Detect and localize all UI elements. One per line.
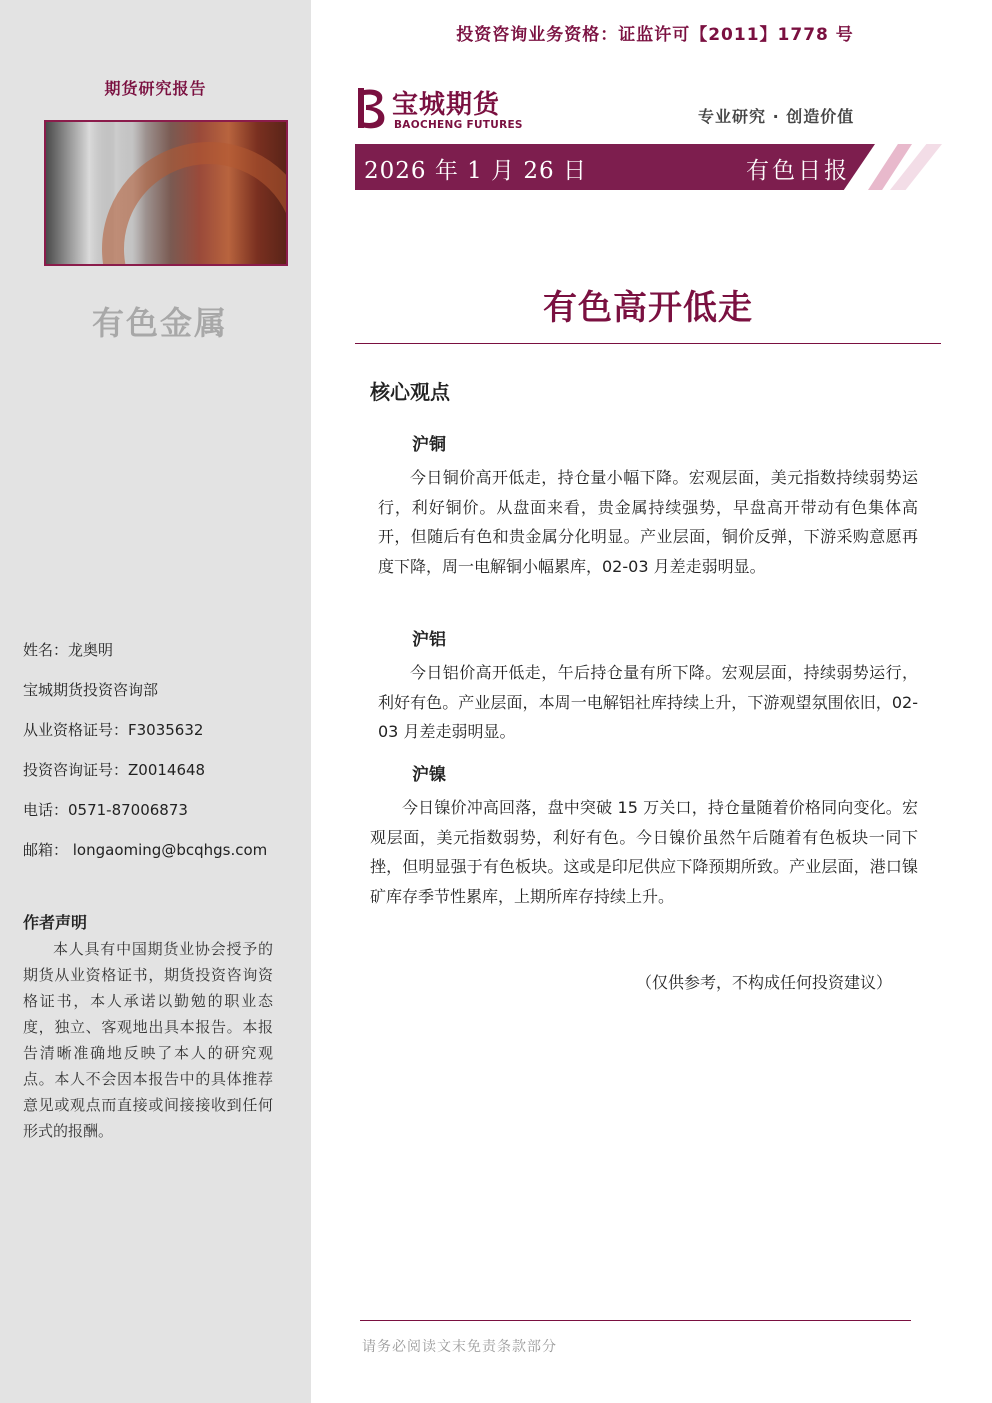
section-text-nickel: 今日镍价冲高回落，盘中突破 15 万关口，持仓量随着价格同向变化。宏观层面，美元指数弱势，利好有色。今日镍价虽然午后随着有色板块一同下挫，但明显强于有色板块。这或是印尼供应下降预期所致。产业层面，港口镍矿库存季节性累库，上期所库存持续上升。 (370, 798, 918, 906)
company-name-en: BAOCHENG FUTURES (394, 119, 523, 131)
report-kind: 有色日报 (746, 158, 850, 184)
analyst-info (23, 630, 267, 870)
company-slogan: 专业研究 · 创造价值 (698, 107, 855, 126)
page-title: 有色高开低走 (543, 288, 753, 328)
disclaimer: （仅供参考，不构成任何投资建议） (636, 973, 893, 992)
sidebar (0, 0, 311, 1403)
section-heading-nickel: 沪镍 (412, 765, 446, 785)
company-logo-icon (356, 86, 390, 130)
section-heading-aluminum: 沪铝 (412, 630, 446, 650)
core-view-heading: 核心观点 (370, 380, 450, 404)
sector-label: 有色金属 (91, 304, 228, 342)
footer-divider (360, 1320, 911, 1321)
section-text-copper: 今日铜价高开低走，持仓量小幅下降。宏观层面，美元指数持续弱势运行，利好铜价。从盘面来看，贵金属持续强势，早盘高开带动有色集体高开，但随后有色和贵金属分化明显。产业层面，铜价反弹，下游采购意愿再度下降，周一电解铜小幅累库，02-03 月差走弱明显。 (378, 468, 918, 576)
report-type-label: 期货研究报告 (104, 79, 207, 98)
analyst-department: 宝城期货投资咨询部 (23, 681, 159, 699)
analyst-email[interactable]: 邮箱： longaoming@bcqhgs.com (23, 841, 268, 859)
license-line: 投资咨询业务资格：证监许可【2011】1778 号 (456, 25, 854, 45)
report-date: 2026 年 1 月 26 日 (364, 158, 587, 184)
footer-notice: 请务必阅读文末免责条款部分 (362, 1339, 557, 1355)
declaration-title: 作者声明 (23, 913, 88, 932)
title-divider (355, 343, 941, 344)
analyst-phone: 电话：0571-87006873 (23, 801, 188, 819)
analyst-consulting-cert: 投资咨询证号：Z0014648 (23, 761, 206, 779)
analyst-qualification: 从业资格证号：F3035632 (23, 721, 204, 739)
declaration-text: 本人具有中国期货业协会授予的期货从业资格证书，期货投资咨询资格证书，本人承诺以勤勉的职业态度，独立、客观地出具本报告。本报告清晰准确地反映了本人的研究观点。本人不会因本报告中的具体推荐意见或观点而直接或间接接收到任何形式的报酬。 (23, 940, 273, 1140)
company-name-cn: 宝城期货 (392, 90, 501, 120)
analyst-name: 姓名：龙奥明 (23, 641, 114, 659)
cover-photo (44, 120, 288, 266)
section-text-aluminum: 今日铝价高开低走，午后持仓量有所下降。宏观层面，持续弱势运行，利好有色。产业层面，本周一电解铝社库持续上升，下游观望氛围依旧，02-03 月差走弱明显。 (378, 663, 918, 741)
section-heading-copper: 沪铜 (412, 435, 446, 455)
